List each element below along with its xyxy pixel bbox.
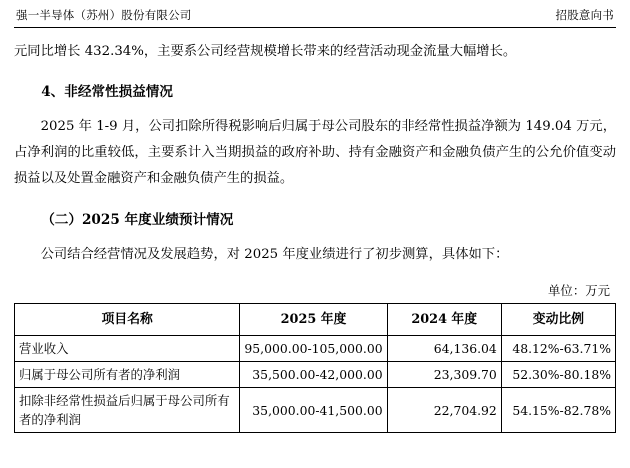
header-document-title: 招股意向书 — [555, 8, 614, 22]
cell-item-name: 扣除非经常性损益后归属于母公司所有者的净利润 — [15, 388, 240, 433]
table-row — [15, 388, 616, 433]
table-row — [15, 362, 616, 388]
table-header-row — [15, 304, 616, 336]
paragraph-nonrecurring-detail: 2025 年 1-9 月，公司扣除所得税影响后归属于母公司股东的非经常性损益净额为 149.04 万元，占净利润的比重较低，主要系计入当期损益的政府补助、持有金融资产和金融负债产生的公允价值变动损益以及处置金融资产和金融负债产生的损益。 — [14, 119, 616, 186]
cell-2024-value: 64,136.04 — [387, 336, 501, 362]
cell-item-name: 归属于母公司所有者的净利润 — [15, 362, 240, 388]
cell-change-value: 48.12%-63.71% — [501, 336, 615, 362]
cell-item-name: 营业收入 — [15, 336, 240, 362]
paragraph-forecast-intro: 公司结合经营情况及发展趋势，对 2025 年度业绩进行了初步测算，具体如下： — [40, 247, 509, 262]
cell-2024-value: 22,704.92 — [387, 388, 501, 433]
cell-2025-value: 95,000.00-105,000.00 — [240, 336, 387, 362]
page-header — [14, 0, 616, 27]
table-unit-note: 单位：万元 — [548, 283, 610, 298]
cell-2025-value: 35,000.00-41,500.00 — [240, 388, 387, 433]
column-header-2024: 2024 年度 — [387, 304, 501, 336]
paragraph-cashflow: 元同比增长 432.34%，主要系公司经营规模增长带来的经营活动现金流量大幅增长。 — [14, 44, 517, 59]
section-heading-forecast: （二）2025 年度业绩预计情况 — [41, 212, 234, 228]
header-divider — [14, 27, 616, 28]
table-row — [15, 336, 616, 362]
header-company-name: 强一半导体（苏州）股份有限公司 — [16, 8, 192, 22]
cell-change-value: 52.30%-80.18% — [501, 362, 615, 388]
cell-change-value: 54.15%-82.78% — [501, 388, 615, 433]
forecast-table — [14, 303, 616, 433]
column-header-change: 变动比例 — [501, 304, 615, 336]
column-header-2025: 2025 年度 — [240, 304, 387, 336]
cell-2024-value: 23,309.70 — [387, 362, 501, 388]
column-header-item: 项目名称 — [15, 304, 240, 336]
section-heading-nonrecurring: 4、非经常性损益情况 — [41, 84, 173, 100]
cell-2025-value: 35,500.00-42,000.00 — [240, 362, 387, 388]
